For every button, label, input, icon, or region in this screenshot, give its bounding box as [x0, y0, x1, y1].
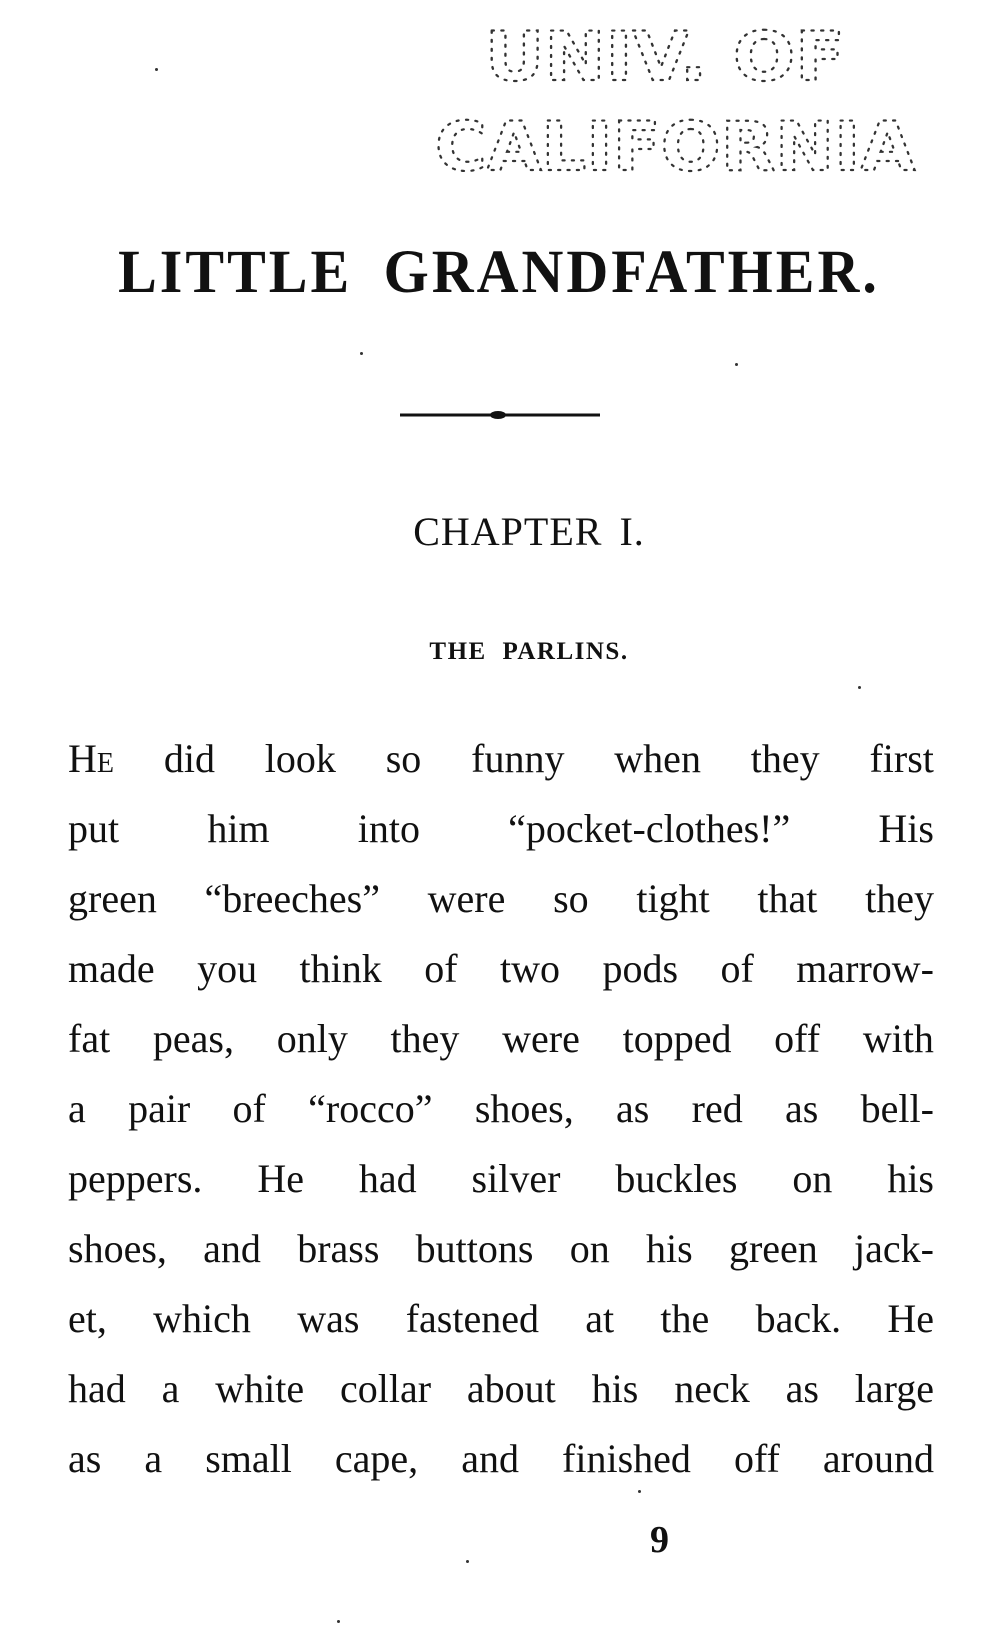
word: “pocket-clothes!” — [508, 806, 791, 851]
word: He — [68, 736, 114, 781]
word: with — [862, 1016, 934, 1061]
word: off — [774, 1016, 821, 1061]
word: “breeches” — [204, 876, 380, 921]
word: made — [68, 946, 155, 991]
word: fat — [68, 1016, 111, 1061]
word: peas, — [152, 1016, 234, 1061]
word: two — [500, 946, 560, 991]
word: peppers. — [68, 1156, 203, 1201]
word: a — [161, 1366, 180, 1411]
word: et, — [68, 1296, 107, 1341]
word: when — [614, 736, 701, 781]
word: you — [197, 946, 258, 991]
text-line — [68, 945, 934, 1015]
text-line — [68, 1225, 934, 1295]
word: at — [585, 1296, 615, 1341]
title-ornament-rule — [400, 410, 600, 420]
word: that — [757, 876, 818, 921]
word: green — [728, 1226, 818, 1271]
book-title: LITTLE GRANDFATHER. — [118, 237, 880, 306]
word: were — [502, 1016, 580, 1061]
page-number: 9 — [650, 1519, 669, 1561]
word: and — [203, 1226, 261, 1271]
word: about — [466, 1366, 556, 1411]
word: shoes, — [68, 1226, 167, 1271]
paper-speck — [360, 352, 363, 355]
word: and — [461, 1436, 519, 1481]
stamp-line-2: CALIFORNIA — [435, 108, 916, 187]
word: had — [358, 1156, 417, 1201]
word: him — [207, 806, 270, 851]
word: did — [163, 736, 215, 781]
word: into — [357, 806, 420, 851]
text-line — [68, 1085, 934, 1155]
text-line — [68, 805, 934, 875]
word: tight — [636, 876, 710, 921]
word: off — [733, 1436, 780, 1481]
word: as — [616, 1086, 650, 1131]
word: as — [68, 1436, 102, 1481]
word: were — [427, 876, 506, 921]
word: so — [385, 736, 422, 781]
word: small — [205, 1436, 292, 1481]
word: put — [68, 806, 120, 851]
paper-speck — [155, 68, 158, 71]
text-line — [68, 1435, 934, 1505]
text-line — [68, 735, 934, 805]
word: His — [878, 806, 934, 851]
word: his — [591, 1366, 639, 1411]
paper-speck — [638, 1490, 641, 1493]
word: pair — [128, 1086, 191, 1131]
word: He — [257, 1156, 304, 1201]
word: on — [569, 1226, 610, 1271]
word: they — [390, 1016, 460, 1061]
word: look — [264, 736, 336, 781]
word: back. — [755, 1296, 842, 1341]
body-paragraph — [68, 735, 934, 1505]
word: think — [299, 946, 382, 991]
word: funny — [471, 736, 565, 781]
perforated-stamp-graphic — [430, 10, 930, 200]
word: his — [646, 1226, 693, 1271]
word: collar — [339, 1366, 432, 1411]
word: they — [865, 876, 934, 921]
word: green — [68, 876, 157, 921]
word: had — [68, 1366, 126, 1411]
word: brass — [297, 1226, 380, 1271]
stamp-line-1: UNIV. OF — [485, 18, 845, 97]
text-line — [68, 1015, 934, 1085]
word: fastened — [405, 1296, 539, 1341]
word: so — [553, 876, 589, 921]
library-perforation-stamp — [430, 10, 930, 200]
chapter-heading: CHAPTER I. — [413, 509, 645, 554]
word: as — [785, 1086, 819, 1131]
word: first — [869, 736, 934, 781]
word: of — [720, 946, 754, 991]
word: buttons — [415, 1226, 534, 1271]
word: of — [424, 946, 458, 991]
word: on — [792, 1156, 833, 1201]
word: a — [144, 1436, 163, 1481]
word: the — [660, 1296, 710, 1341]
word: buckles — [615, 1156, 738, 1201]
word: red — [691, 1086, 743, 1131]
text-line — [68, 875, 934, 945]
word: marrow- — [796, 946, 934, 991]
word: shoes, — [474, 1086, 574, 1131]
paper-speck — [466, 1560, 469, 1563]
paper-speck — [735, 363, 738, 366]
word: “rocco” — [308, 1086, 433, 1131]
word: silver — [471, 1156, 561, 1201]
word: cape, — [334, 1436, 419, 1481]
word: neck — [674, 1366, 750, 1411]
word: was — [297, 1296, 360, 1341]
word: as — [785, 1366, 819, 1411]
word: topped — [622, 1016, 732, 1061]
word: jack- — [854, 1226, 934, 1271]
word: a — [68, 1086, 86, 1131]
word: white — [215, 1366, 305, 1411]
word: He — [887, 1296, 934, 1341]
word: only — [276, 1016, 348, 1061]
word: around — [822, 1436, 934, 1481]
word: pods — [602, 946, 679, 991]
word: large — [854, 1366, 934, 1411]
word: bell- — [860, 1086, 934, 1131]
word: which — [153, 1296, 251, 1341]
word: his — [887, 1156, 934, 1201]
text-line — [68, 1365, 934, 1435]
paper-speck — [337, 1620, 340, 1623]
word: they — [750, 736, 820, 781]
text-line — [68, 1295, 934, 1365]
text-line — [68, 1155, 934, 1225]
chapter-subtitle: THE PARLINS. — [429, 638, 629, 665]
word: finished — [562, 1436, 691, 1481]
paper-speck — [858, 686, 861, 689]
word: of — [232, 1086, 266, 1131]
